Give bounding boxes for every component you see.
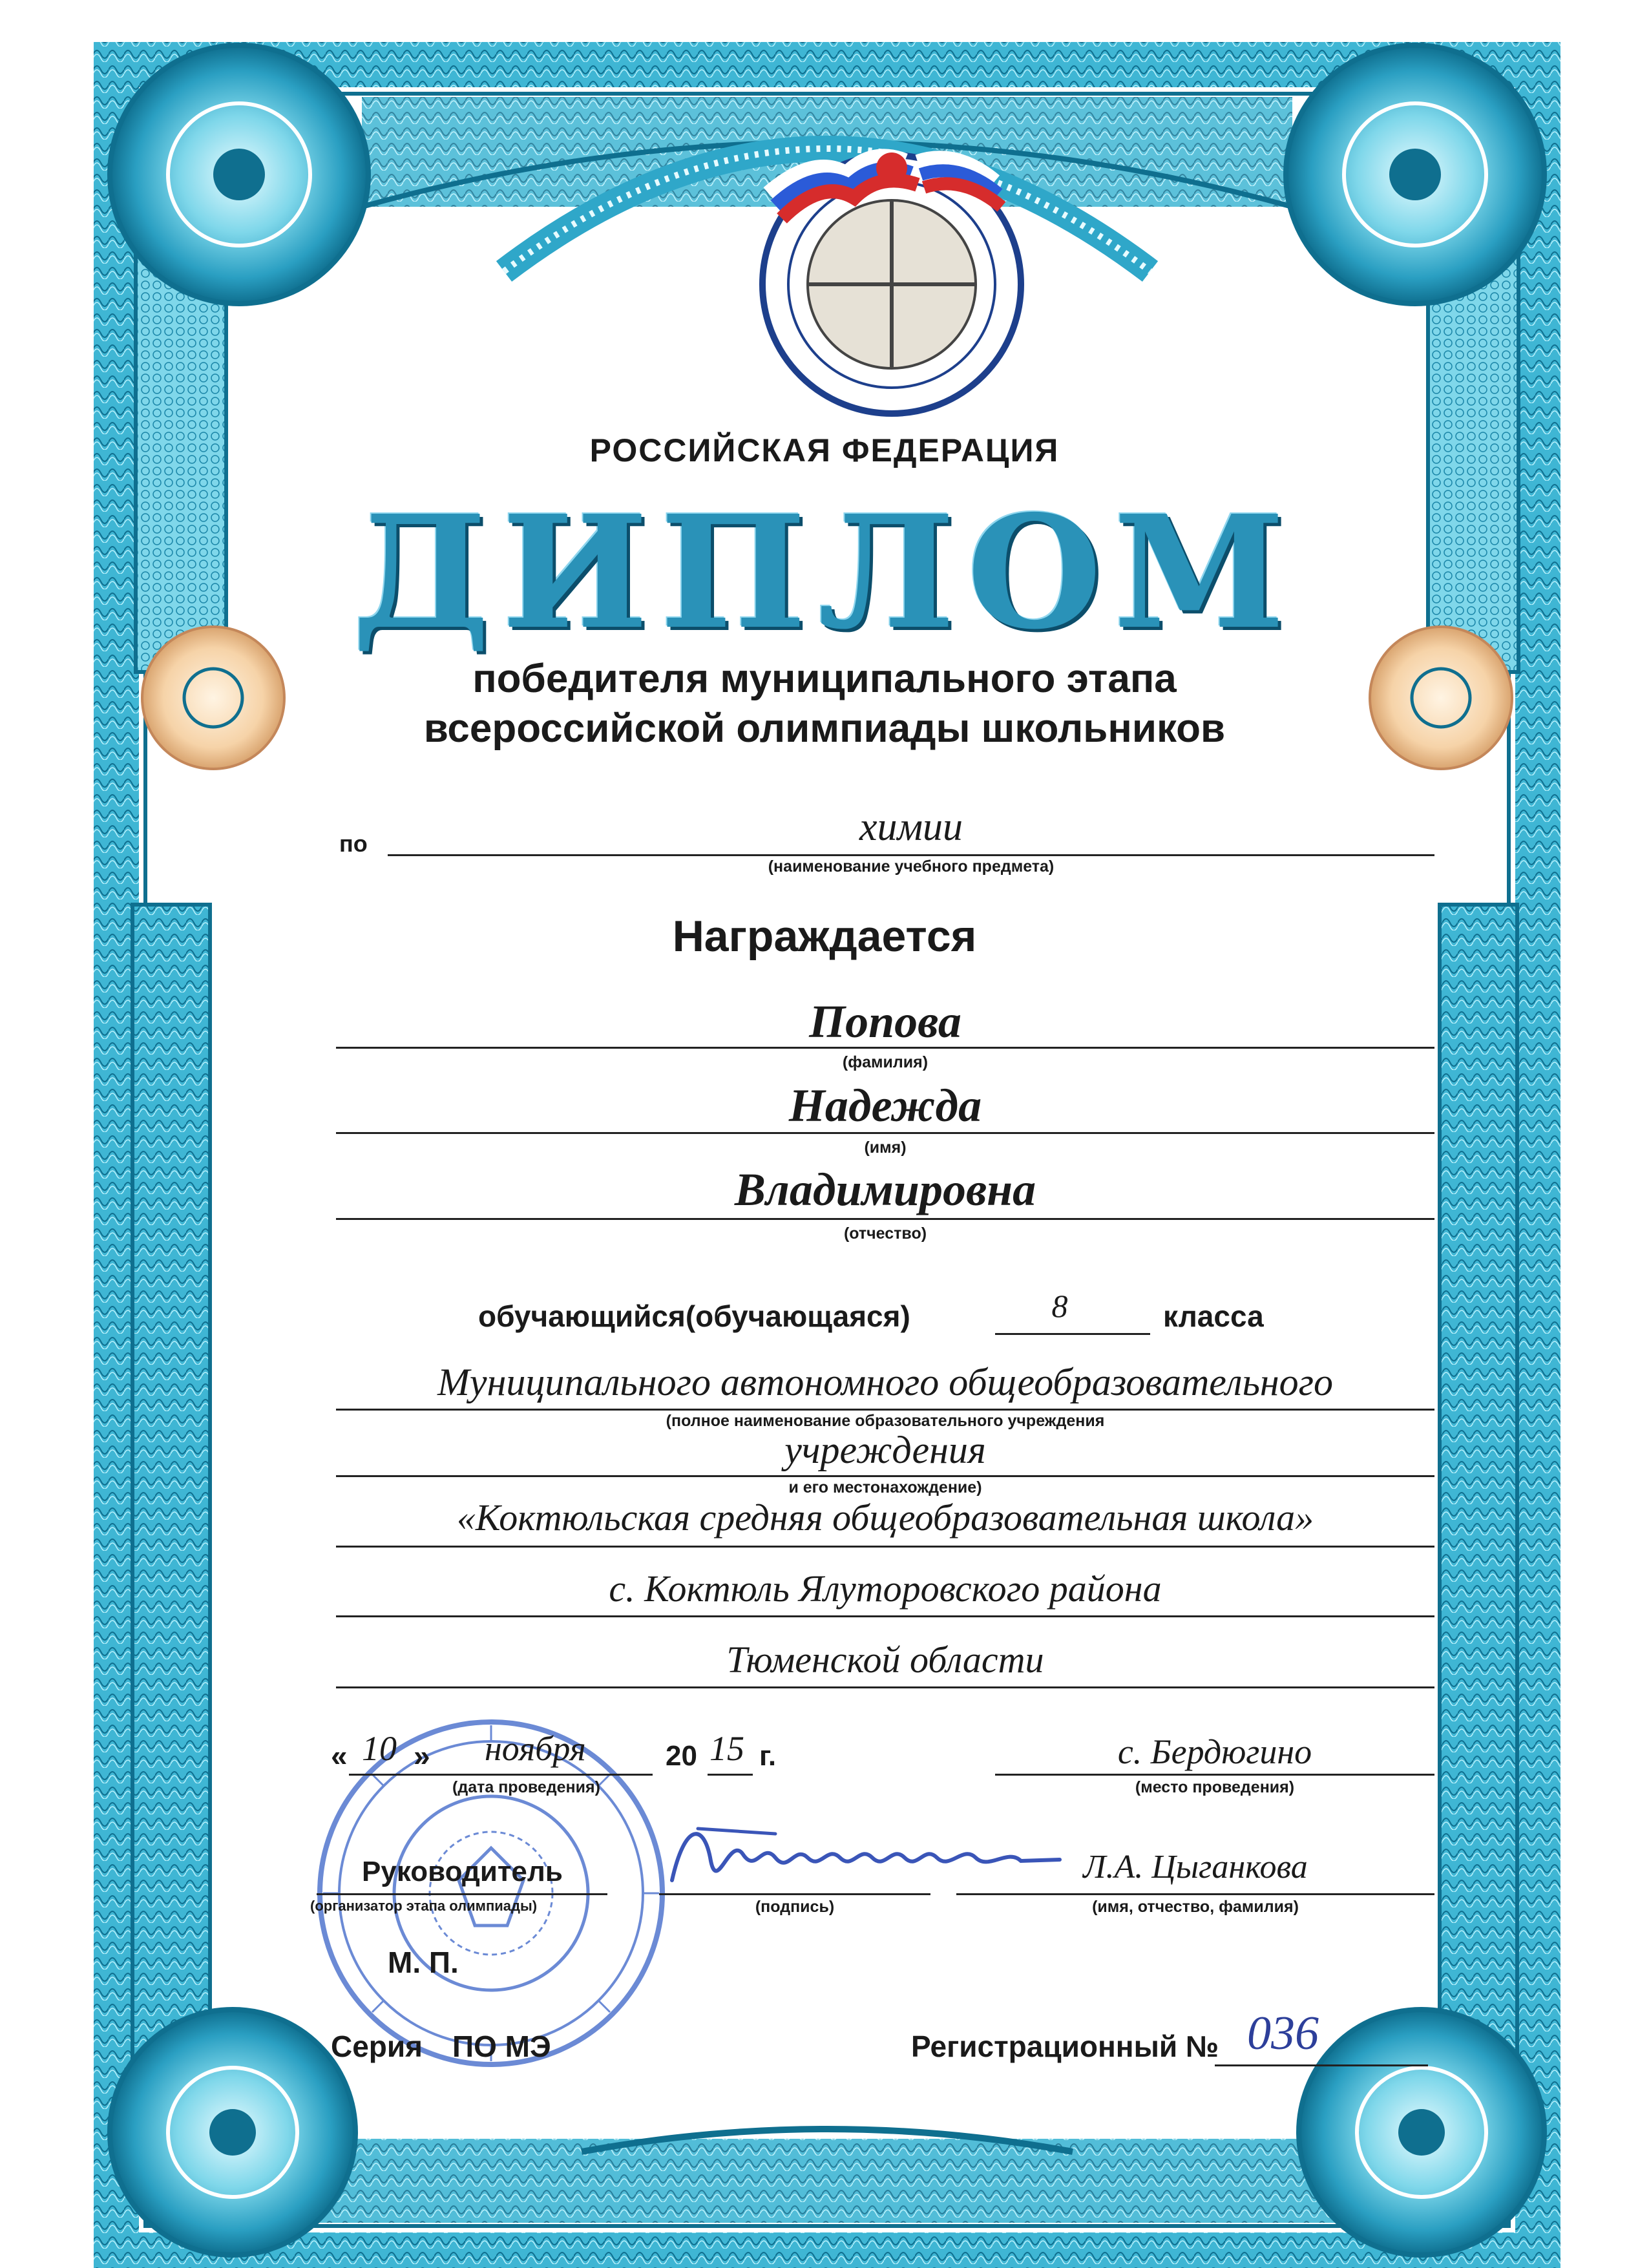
school-line-1: Муниципального автономного общеобразовательного <box>437 1361 1334 1403</box>
grade-value: 8 <box>1051 1288 1068 1324</box>
surname-value: Попова <box>809 996 961 1047</box>
country-name: РОССИЙСКАЯ ФЕДЕРАЦИЯ <box>589 432 1060 468</box>
subtitle-line-1: победителя муниципального этапа <box>472 656 1177 701</box>
award-heading: Награждается <box>672 912 977 961</box>
corner-rosette-top-right <box>1286 45 1544 304</box>
subject-caption: (наименование учебного предмета) <box>768 857 1055 876</box>
sign-underline <box>659 1893 930 1895</box>
name-underline <box>956 1893 1434 1895</box>
stamp-place-label: М. П. <box>388 1946 459 1979</box>
first-name-caption: (имя) <box>864 1139 907 1157</box>
date-caption: (дата проведения) <box>452 1778 600 1796</box>
date-year-prefix: 20 <box>666 1740 697 1772</box>
school-underline-5 <box>336 1686 1434 1688</box>
date-year-suffix: 15 <box>709 1729 744 1768</box>
date-day: 10 <box>362 1729 397 1768</box>
date-month: ноября <box>485 1729 586 1768</box>
patronymic-underline <box>336 1218 1434 1220</box>
subtitle-line-2: всероссийской олимпиады школьников <box>423 706 1226 751</box>
school-line-3: «Коктюльская средняя общеобразовательная школа» <box>456 1496 1314 1538</box>
series-label: Серия <box>331 2030 423 2063</box>
surname-caption: (фамилия) <box>842 1053 929 1071</box>
school-underline-2 <box>336 1475 1434 1477</box>
place-caption: (место проведения) <box>1135 1778 1295 1796</box>
series-value: ПО МЭ <box>452 2030 551 2063</box>
year-underline <box>708 1774 753 1776</box>
registration-label: Регистрационный № <box>911 2030 1219 2063</box>
date-year-mark: г. <box>759 1740 777 1772</box>
grade-prefix: обучающийся(обучающаяся) <box>478 1299 910 1333</box>
first-name-value: Надежда <box>788 1080 982 1131</box>
school-line-5: Тюменской области <box>726 1639 1044 1681</box>
school-caption-1: (полное наименование образовательного учреждения <box>666 1412 1105 1430</box>
patronymic-value: Владимировна <box>734 1164 1036 1215</box>
registration-underline <box>1215 2064 1428 2066</box>
subject-prefix: по <box>339 830 368 857</box>
corner-rosette-top-left <box>110 45 368 304</box>
date-open-quote: « <box>331 1739 348 1772</box>
signer-role: Руководитель <box>362 1856 563 1887</box>
olympiad-emblem <box>762 152 1021 414</box>
place-value: с. Бердюгино <box>1117 1732 1312 1771</box>
subject-value: химии <box>859 805 963 849</box>
signer-name-caption: (имя, отчество, фамилия) <box>1092 1898 1299 1916</box>
place-underline <box>995 1774 1434 1776</box>
date-underline <box>349 1774 653 1776</box>
signer-name: Л.А. Цыганкова <box>1083 1849 1308 1885</box>
grade-suffix: класса <box>1163 1299 1264 1333</box>
signer-role-caption: (организатор этапа олимпиады) <box>310 1898 538 1914</box>
patronymic-caption: (отчество) <box>843 1224 927 1243</box>
sign-caption: (подпись) <box>755 1898 835 1916</box>
surname-underline <box>336 1047 1434 1049</box>
school-underline-1 <box>336 1409 1434 1411</box>
role-underline <box>317 1893 607 1895</box>
date-close-quote: » <box>414 1739 430 1772</box>
school-line-4: с. Коктюль Ялуторовского района <box>609 1568 1162 1610</box>
school-caption-2: и его местонахождение) <box>788 1478 982 1496</box>
registration-number: 036 <box>1247 2007 1319 2060</box>
school-underline-4 <box>336 1615 1434 1617</box>
first-name-underline <box>336 1132 1434 1134</box>
school-line-2: учреждения <box>784 1429 986 1471</box>
school-underline-3 <box>336 1546 1434 1548</box>
corner-rosette-bottom-right <box>1299 2010 1544 2255</box>
subject-underline <box>388 854 1434 856</box>
document-title: ДИПЛОМ <box>352 481 1297 664</box>
grade-underline <box>995 1333 1150 1335</box>
